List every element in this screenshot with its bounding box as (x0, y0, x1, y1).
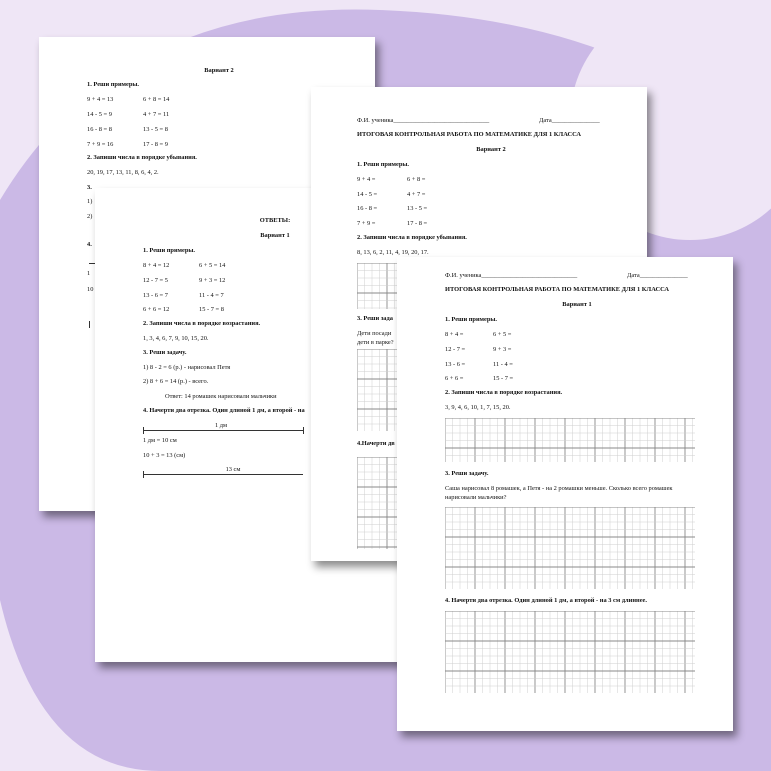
variant-heading: Вариант 1 (260, 232, 290, 239)
solution-step: 2) 8 + 6 = 14 (р.) - всего. (143, 378, 209, 385)
number-sequence: 8, 13, 6, 2, 11, 4, 19, 20, 17. (357, 249, 429, 256)
task-4-heading: 4. Начерти два отрезка. Один длиной 1 дм, а второй - на 3 см длиннее. (445, 597, 647, 604)
task-1-heading: 1. Реши примеры. (143, 247, 195, 254)
fragment: 2) (87, 213, 93, 220)
date-label: Дата_______________ (627, 272, 688, 279)
segment-tick (89, 321, 90, 328)
student-name-label: Ф.И. ученика______________________________ (445, 272, 578, 279)
task-4-fragment: 4. (87, 241, 92, 248)
example: 13 - 5 = 8 (143, 126, 168, 133)
example: 7 + 9 = 16 (87, 141, 114, 148)
task-2-heading: 2. Запиши числа в порядке убывания. (357, 234, 467, 241)
variant-heading: Вариант 1 (562, 301, 592, 308)
variant-heading: Вариант 2 (204, 67, 234, 74)
example: 12 - 7 = (445, 346, 466, 353)
example: 9 + 3 = (493, 346, 512, 353)
example: 13 - 5 = (407, 205, 428, 212)
problem-text: Саша нарисовал 8 ромашек, а Петя - на 2 ромашки меньше. Сколько всего ромашек (445, 485, 673, 492)
example: 16 - 8 = 8 (87, 126, 112, 133)
segment-tick (303, 427, 304, 434)
example: 4 + 7 = (407, 191, 426, 198)
task-1-heading: 1. Реши примеры. (87, 81, 139, 88)
example: 9 + 4 = (357, 176, 376, 183)
variant-heading: Вариант 2 (476, 146, 506, 153)
task-4-heading: 4. Начерти два отрезка. Один длиной 1 дм, а второй - на (143, 407, 305, 414)
example: 4 + 7 = 11 (143, 111, 170, 118)
example: 13 - 6 = (445, 361, 466, 368)
answer-grid (445, 611, 695, 693)
segment-tick (143, 471, 144, 478)
example: 14 - 5 = 9 (87, 111, 112, 118)
example: 6 + 5 = (493, 331, 512, 338)
worksheet-test-variant-1 (397, 257, 733, 731)
example: 15 - 7 = 8 (199, 306, 224, 313)
answer-grid (445, 418, 695, 462)
example: 8 + 4 = (445, 331, 464, 338)
example: 6 + 5 = 14 (199, 262, 226, 269)
example: 17 - 8 = (407, 220, 428, 227)
example: 12 - 7 = 5 (143, 277, 168, 284)
task-3-heading: 3. Реши зада (357, 315, 393, 322)
answer-text: Ответ: 14 ромашек нарисовали мальчики (165, 393, 277, 400)
solution-step: 1) 8 - 2 = 6 (р.) - нарисовал Петя (143, 364, 231, 371)
example: 9 + 4 = 13 (87, 96, 114, 103)
example: 16 - 8 = (357, 205, 378, 212)
example: 11 - 4 = 7 (199, 292, 224, 299)
number-sequence: 20, 19, 17, 13, 11, 8, 6, 4, 2. (87, 169, 159, 176)
segment-13cm (143, 474, 303, 475)
task-3-fragment: 3. (87, 184, 92, 191)
number-sequence: 3, 9, 4, 6, 10, 1, 7, 15, 20. (445, 404, 511, 411)
example: 6 + 8 = 14 (143, 96, 170, 103)
problem-text: Дети посади (357, 330, 392, 337)
segment-label: 13 см (225, 466, 241, 473)
fragment: 1) (87, 198, 93, 205)
example: 13 - 6 = 7 (143, 292, 168, 299)
task-2-heading: 2. Запиши числа в порядке возрастания. (445, 389, 563, 396)
example: 6 + 6 = 12 (143, 306, 170, 313)
fragment: 10 (87, 286, 94, 293)
example: 15 - 7 = (493, 375, 514, 382)
example: 11 - 4 = (493, 361, 513, 368)
example: 9 + 3 = 12 (199, 277, 226, 284)
task-3-heading: 3. Реши задачу. (143, 349, 187, 356)
fragment: 1 (87, 270, 91, 277)
example: 6 + 6 = (445, 375, 464, 382)
task-2-heading: 2. Запиши числа в порядке убывания. (87, 154, 197, 161)
date-label: Дата_______________ (539, 117, 600, 124)
task-2-heading: 2. Запиши числа в порядке возрастания. (143, 320, 261, 327)
task-3-heading: 3. Реши задачу. (445, 470, 489, 477)
task-1-heading: 1. Реши примеры. (445, 316, 497, 323)
example: 8 + 4 = 12 (143, 262, 170, 269)
example: 6 + 8 = (407, 176, 426, 183)
student-name-label: Ф.И. ученика______________________________ (357, 117, 490, 124)
task-4-heading: 4.Начерти дв (357, 440, 395, 447)
answers-heading: ОТВЕТЫ: (259, 217, 291, 224)
example: 14 - 5 = (357, 191, 378, 198)
segment-tick (143, 427, 144, 434)
test-title: ИТОГОВАЯ КОНТРОЛЬНАЯ РАБОТА ПО МАТЕМАТИКЕ ДЛЯ 1 КЛАССА (445, 286, 670, 293)
segment-1dm (143, 430, 303, 431)
example: 17 - 8 = 9 (143, 141, 168, 148)
calculation-text: 10 + 3 = 13 (см) (143, 452, 186, 459)
test-title: ИТОГОВАЯ КОНТРОЛЬНАЯ РАБОТА ПО МАТЕМАТИКЕ ДЛЯ 1 КЛАССА (357, 131, 582, 138)
answer-grid (445, 507, 695, 589)
task-1-heading: 1. Реши примеры. (357, 161, 409, 168)
problem-text: нарисовали мальчики? (445, 494, 507, 501)
example: 7 + 9 = (357, 220, 376, 227)
segment-label: 1 дм (214, 422, 228, 429)
conversion-text: 1 дм = 10 см (143, 437, 177, 444)
problem-text: дети в парке? (357, 339, 394, 346)
number-sequence: 1, 3, 4, 6, 7, 9, 10, 15, 20. (143, 335, 209, 342)
